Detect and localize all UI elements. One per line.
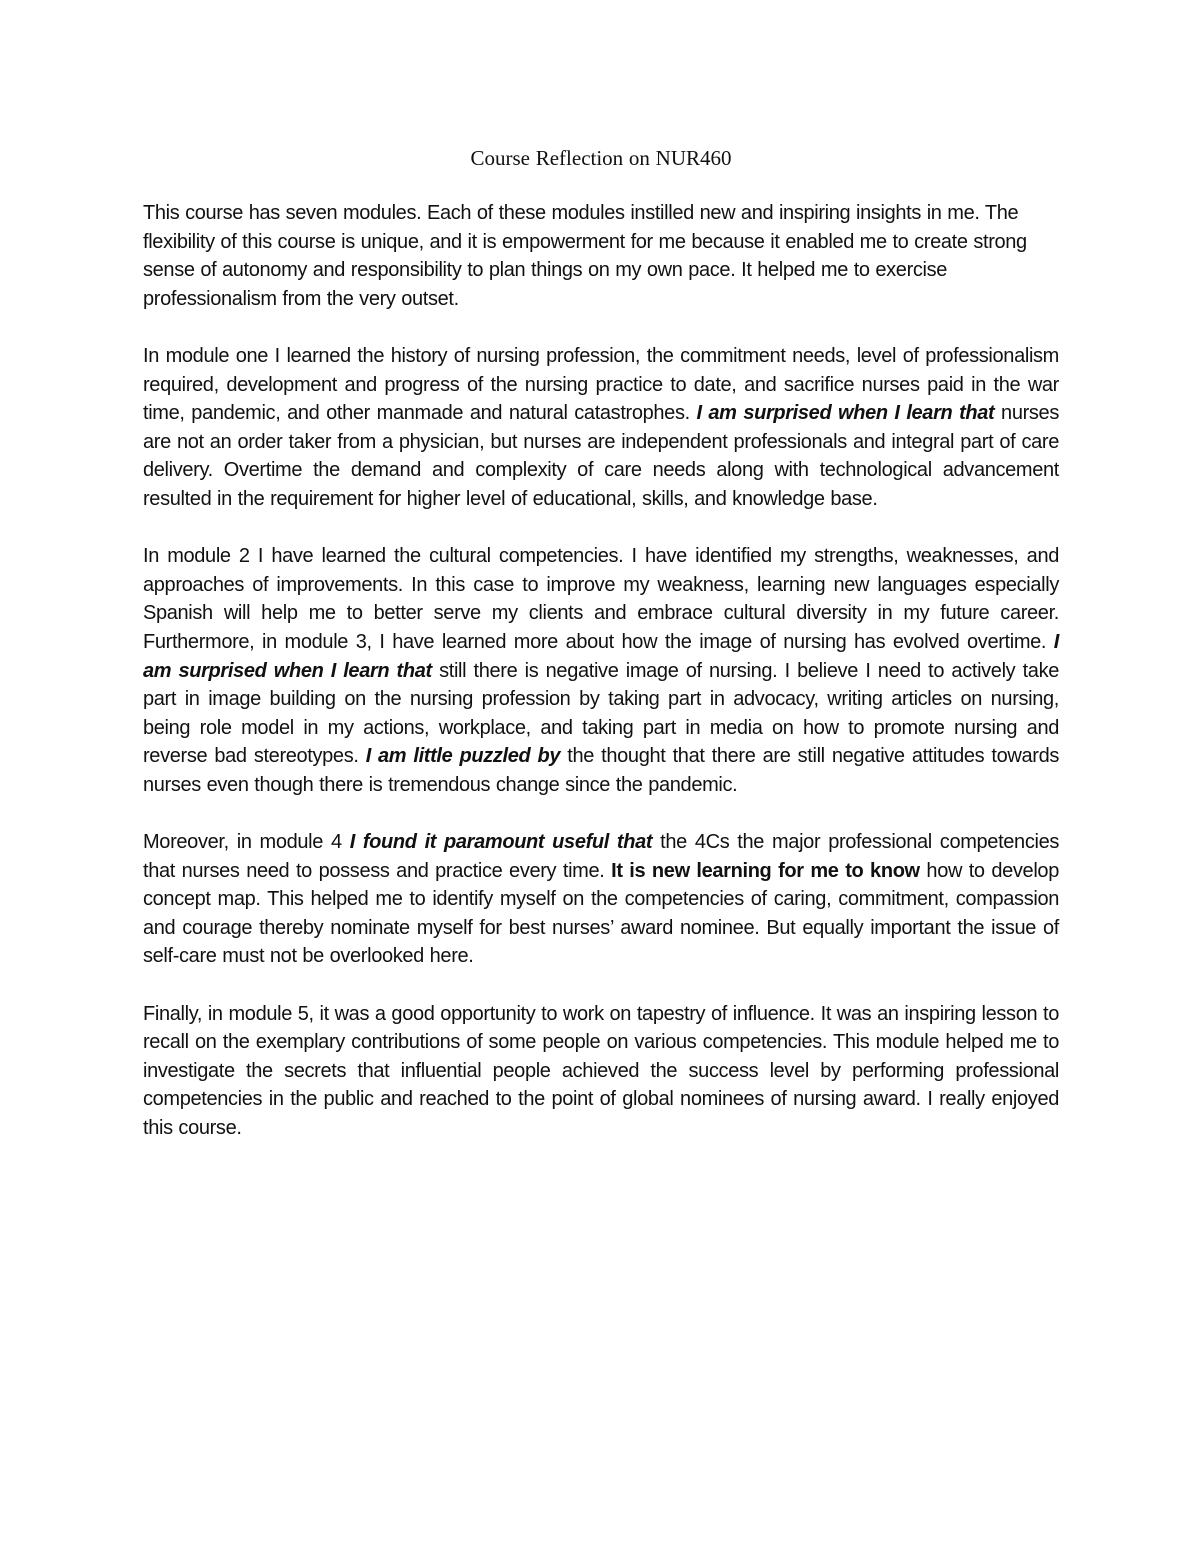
text-run: This course has seven modules. Each of these modules instilled new and inspiring insights in me. The flexibility of this course is unique, and it is empowerment for me because it enabled me to create strong sense of autonomy and responsibility to plan things on my own pace. It helped me to exercise professionalism from the very outset. <box>143 202 1027 310</box>
paragraph-module-two-three <box>143 542 1059 799</box>
text-run: Finally, in module 5, it was a good opportunity to work on tapestry of influence. It was an inspiring lesson to recall on the exemplary contributions of some people on various competencies. This module helped me to investigate the secrets that influential people achieved the success level by performing professional competencies in the public and reached to the point of global nominees of nursing award. I really enjoyed this course. <box>143 1002 1059 1139</box>
text-run: nurses are not an order taker from a physician, but nurses are independent professionals and integral part of care delivery. Overtime the demand and complexity of care needs along with technological advancement resulted in the requirement for higher level of educational, skills, and knowledge base. <box>143 402 1059 510</box>
text-run: Moreover, in module 4 <box>143 831 350 854</box>
text-run: how to develop concept map. This helped me to identify myself on the competencies of caring, commitment, compassion and courage thereby nominate myself for best nurses’ award nominee. But equally important the issue of self-care must not be overlooked here. <box>143 859 1059 968</box>
document-title: Course Reflection on NUR460 <box>470 146 732 170</box>
text-run: still there is negative image of nursing. I believe I need to actively take part in image building on the nursing profession by taking part in advocacy, writing articles on nursing, being role model in my actions, workplace, and taking part in media on how to promote nursing and reverse bad stereotypes. <box>143 659 1060 768</box>
paragraph-intro <box>143 199 1059 313</box>
paragraph-module-four <box>143 828 1059 971</box>
document-body <box>143 143 1059 1171</box>
emphasis-phrase: I am surprised when I learn that <box>696 402 995 425</box>
emphasis-phrase: I found it paramount useful that <box>349 831 653 854</box>
text-run: In module 2 I have learned the cultural competencies. I have identified my strengths, weaknesses, and approaches of improvements. In this case to improve my weakness, learning new languages especially Spanish will help me to better serve my clients and embrace cultural diversity in my future career. Furthermore, in module 3, I have learned more about how the image of nursing has evolved overtime. <box>143 545 1059 653</box>
text-run: the 4Cs the major professional competencies that nurses need to possess and practice every time. <box>143 831 1059 882</box>
text-run: the thought that there are still negative attitudes towards nurses even though there is tremendous change since the pandemic. <box>143 745 1059 796</box>
bold-phrase: It is new learning for me to know <box>611 859 920 882</box>
emphasis-phrase: I am surprised when I learn that <box>143 630 1059 682</box>
emphasis-phrase: I am little puzzled by <box>365 745 561 768</box>
text-run: In module one I learned the history of nursing profession, the commitment needs, level of professionalism required, development and progress of the nursing practice to date, and sacrifice nurses paid in the war time, pandemic, and other manmade and natural catastrophes. <box>143 344 1059 425</box>
paragraph-module-one <box>143 342 1059 514</box>
paragraph-module-five <box>143 1000 1059 1143</box>
